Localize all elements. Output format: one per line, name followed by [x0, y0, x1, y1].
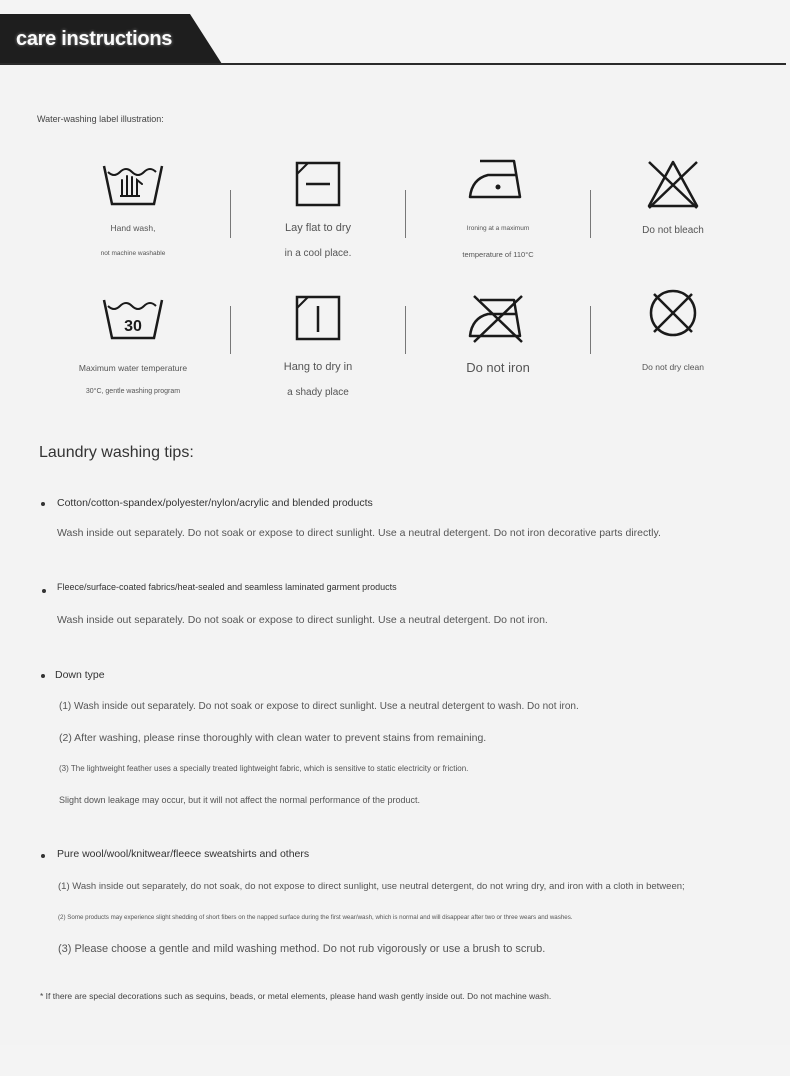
wool-text-2: (2) Some products may experience slight shedding of short fibers on the napped surface during the first wear/wash, which is normal and will disappear after two or three wears and washes.	[58, 914, 573, 921]
wool-text-3: (3) Please choose a gentle and mild washing method. Do not rub vigorously or use a brush to scrub.	[58, 943, 546, 955]
lay-flat-symbol	[243, 160, 393, 208]
tub-number: 30	[124, 318, 142, 335]
wool-text-1: (1) Wash inside out separately, do not soak, do not expose to direct sunlight, use neutral detergent, do not wring dry, and iron with a cloth in between;	[58, 881, 685, 892]
wool-heading: Pure wool/wool/knitwear/fleece sweatshirts and others	[57, 848, 310, 860]
hand-wash-icon	[102, 160, 164, 208]
intro-text: Water-washing label illustration:	[37, 114, 164, 124]
tips-title: Laundry washing tips:	[39, 444, 194, 461]
hand-wash-caption-2: not machine washable	[100, 250, 166, 257]
down-heading: Down type	[55, 669, 105, 681]
no-iron-icon	[466, 292, 530, 344]
hang-dry-shade-icon	[294, 294, 342, 342]
cotton-heading: Cotton/cotton-spandex/polyester/nylon/acrylic and blended products	[57, 497, 373, 509]
hand-wash-caption-1: Hand wash,	[110, 223, 156, 233]
iron-110-symbol	[423, 155, 573, 203]
hand-wash-symbol	[58, 160, 208, 208]
separator	[405, 190, 406, 238]
hang-dry-caption-2: a shady place	[287, 387, 349, 398]
iron-110-caption-2: temperature of 110°C	[462, 250, 534, 259]
no-dry-clean-caption: Do not dry clean	[642, 362, 704, 372]
down-text-4: Slight down leakage may occur, but it will not affect the normal performance of the product.	[59, 795, 421, 805]
bullet	[41, 502, 45, 506]
separator	[405, 306, 406, 354]
lay-flat-dry-icon	[294, 160, 342, 208]
no-dry-clean-icon	[646, 286, 700, 340]
wash-30-caption-1: Maximum water temperature	[78, 363, 188, 373]
no-bleach-symbol	[598, 158, 748, 210]
iron-110-caption-1: Ironing at a maximum	[466, 225, 530, 232]
no-iron-symbol	[423, 292, 573, 344]
header-divider	[0, 63, 786, 65]
hang-dry-caption-1: Hang to dry in	[283, 361, 353, 373]
footnote: * If there are special decorations such as sequins, beads, or metal elements, please hand wash gently inside out. Do not machine wash.	[40, 991, 552, 1001]
page-title: care instructions	[16, 28, 173, 50]
no-iron-caption: Do not iron	[466, 360, 530, 375]
hang-dry-symbol	[243, 294, 393, 342]
bullet	[41, 854, 45, 858]
wash-30-icon	[102, 294, 164, 342]
lay-flat-caption-1: Lay flat to dry	[284, 222, 352, 234]
content-panel	[0, 65, 790, 1045]
separator	[230, 190, 231, 238]
no-dry-clean-symbol	[598, 286, 748, 340]
fleece-heading: Fleece/surface-coated fabrics/heat-sealed and seamless laminated garment products	[57, 582, 397, 592]
fleece-text: Wash inside out separately. Do not soak or expose to direct sunlight. Use a neutral detergent. Do not iron.	[57, 614, 548, 626]
separator	[590, 306, 591, 354]
bullet	[41, 674, 45, 678]
wash-30-symbol	[58, 294, 208, 342]
separator	[230, 306, 231, 354]
down-text-3: (3) The lightweight feather uses a specially treated lightweight fabric, which is sensitive to static electricity or friction.	[59, 764, 469, 773]
down-text-2: (2) After washing, please rinse thoroughly with clean water to prevent stains from remaining.	[59, 732, 487, 744]
iron-one-dot-icon	[466, 155, 530, 203]
cotton-text: Wash inside out separately. Do not soak or expose to direct sunlight. Use a neutral detergent. Do not iron decorative parts directly.	[57, 527, 661, 539]
lay-flat-caption-2: in a cool place.	[284, 248, 352, 259]
no-bleach-icon	[645, 158, 701, 210]
no-bleach-caption: Do not bleach	[642, 225, 704, 236]
bullet	[42, 589, 46, 593]
down-text-1: (1) Wash inside out separately. Do not soak or expose to direct sunlight. Use a neutral detergent to wash. Do not iron.	[59, 701, 579, 712]
wash-30-caption-2: 30°C, gentle washing program	[85, 388, 181, 395]
